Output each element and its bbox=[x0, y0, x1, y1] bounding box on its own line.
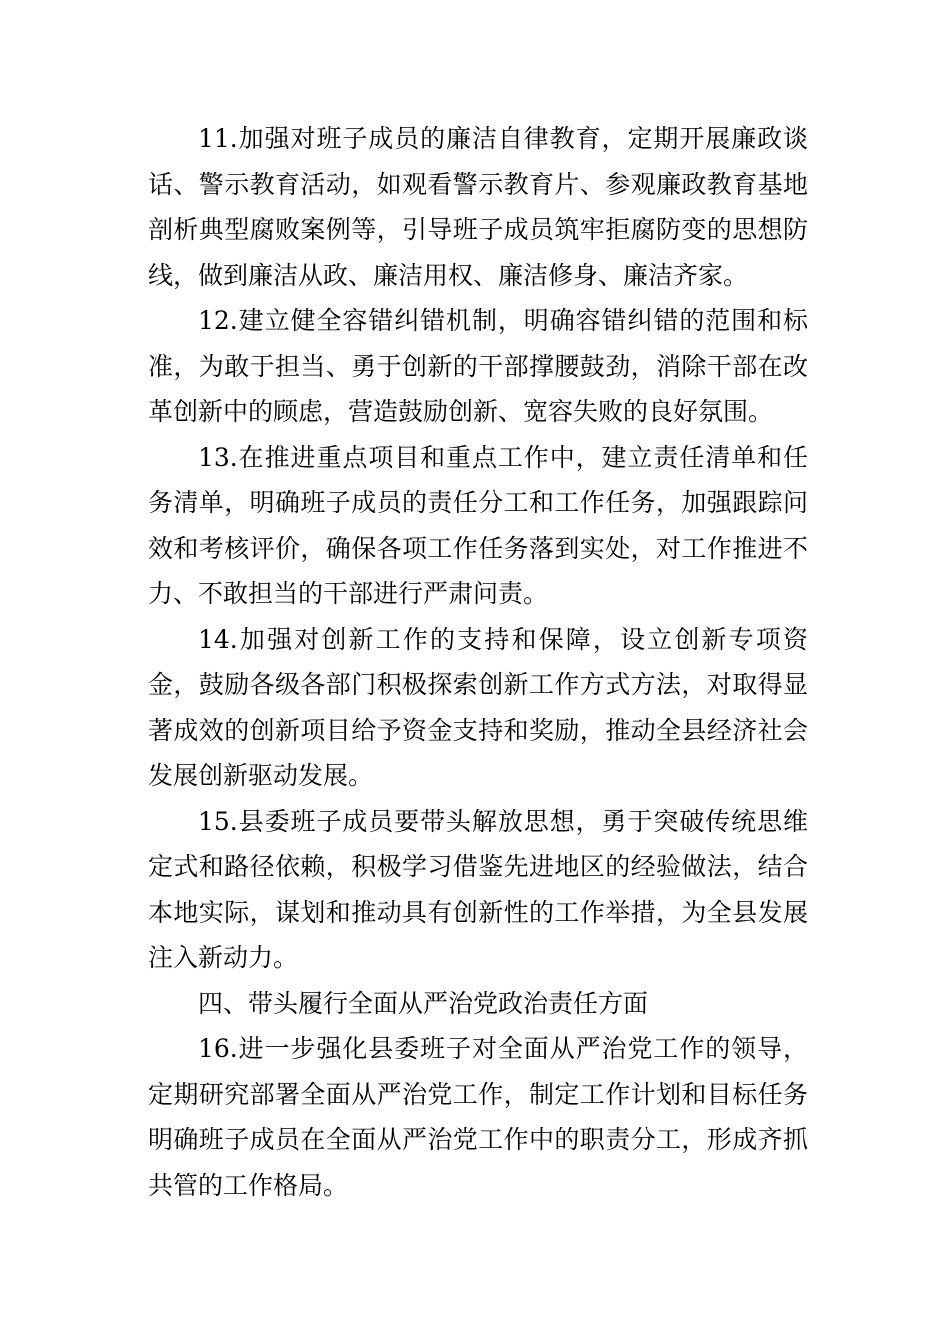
paragraph-12: 12.建立健全容错纠错机制，明确容错纠错的范围和标准，为敢于担当、勇于创新的干部撑腰鼓劲，消除干部在改革创新中的顾虑，营造鼓励创新、宽容失败的良好氛围。 bbox=[148, 306, 808, 426]
paragraph-11: 11.加强对班子成员的廉洁自律教育，定期开展廉政谈话、警示教育活动，如观看警示教育片、参观廉政教育基地剖析典型腐败案例等，引导班子成员筑牢拒腐防变的思想防线，做到廉洁从政、廉洁用权、廉洁修身、廉洁齐家。 bbox=[148, 124, 808, 290]
paragraph-16: 16.进一步强化县委班子对全面从严治党工作的领导，定期研究部署全面从严治党工作，制定工作计划和目标任务明确班子成员在全面从严治党工作中的职责分工，形成齐抓共管的工作格局。 bbox=[148, 1034, 808, 1200]
paragraph-14: 14.加强对创新工作的支持和保障，设立创新专项资金，鼓励各级各部门积极探索创新工作方式方法，对取得显著成效的创新项目给予资金支持和奖励，推动全县经济社会发展创新驱动发展。 bbox=[148, 624, 808, 790]
paragraph-13: 13.在推进重点项目和重点工作中，建立责任清单和任务清单，明确班子成员的责任分工和工作任务，加强跟踪问效和考核评价，确保各项工作任务落到实处，对工作推进不力、不敢担当的干部进行严肃问责。 bbox=[148, 442, 808, 608]
section-heading: 四、带头履行全面从严治党政治责任方面 bbox=[198, 988, 649, 1018]
document-body bbox=[148, 116, 808, 1208]
paragraph-15: 15.县委班子成员要带头解放思想，勇于突破传统思维定式和路径依赖，积极学习借鉴先进地区的经验做法，结合本地实际，谋划和推动具有创新性的工作举措，为全县发展注入新动力。 bbox=[148, 806, 808, 972]
